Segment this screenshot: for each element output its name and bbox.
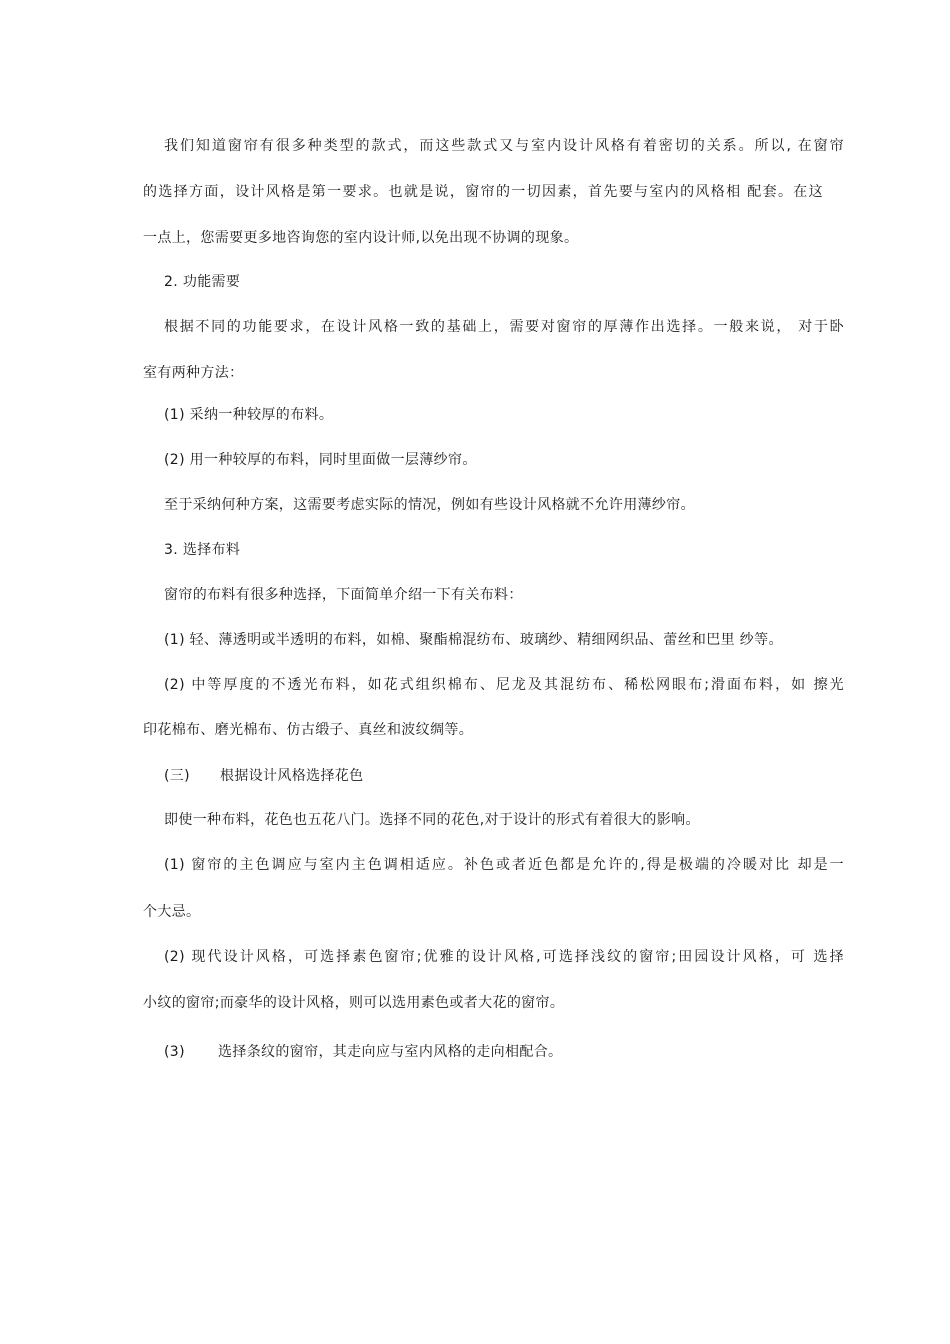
color-item-1-line-1: (1) 窗帘的主色调应与室内主色调相适应。补色或者近色都是允许的,得是极端的冷暖对比 却是一 (164, 857, 844, 873)
section-number-3: (三) (164, 768, 190, 784)
list-item-2: (2) 用一种较厚的布料，同时里面做一层薄纱帘。 (164, 452, 477, 468)
color-item-2-line-2: 小纹的窗帘;而豪华的设计风格，则可以选用素色或者大花的窗帘。 (143, 995, 565, 1011)
paragraph-5: 即使一种布料，花色也五花八门。选择不同的花色,对于设计的形式有着很大的影响。 (164, 812, 700, 828)
section-heading-3: 3. 选择布料 (164, 542, 241, 558)
color-item-3-text: 选择条纹的窗帘，其走向应与室内风格的走向相配合。 (218, 1044, 563, 1060)
paragraph-3: 至于采纳何种方案，这需要考虑实际的情况，例如有些设计风格就不允许用薄纱帘。 (164, 497, 695, 513)
paragraph-2-line-2: 室有两种方法： (143, 365, 244, 381)
fabric-item-1: (1) 轻、薄透明或半透明的布料，如棉、聚酯棉混纺布、玻璃纱、精细网织品、蕾丝和巴里 纱等。 (164, 632, 783, 648)
paragraph-4: 窗帘的布料有很多种选择，下面简单介绍一下有关布料： (164, 587, 523, 603)
fabric-item-2-line-1: (2) 中等厚度的不透光布料，如花式组织棉布、尼龙及其混纺布、稀松网眼布;滑面布料，如 擦光 (164, 677, 844, 693)
list-item-1: (1) 采纳一种较厚的布料。 (164, 407, 334, 423)
section-heading-color: 根据设计风格选择花色 (220, 768, 364, 784)
fabric-item-2-line-2: 印花棉布、磨光棉布、仿古缎子、真丝和波纹绸等。 (143, 722, 474, 738)
section-heading-2: 2. 功能需要 (164, 274, 241, 290)
paragraph-1-line-3: 一点上，您需要更多地咨询您的室内设计师,以免出现不协调的现象。 (143, 230, 579, 246)
color-item-3-number: (3) (164, 1044, 185, 1060)
color-item-2-line-1: (2) 现代设计风格，可选择素色窗帘;优雅的设计风格,可选择浅纹的窗帘;田园设计风格，可 选择 (164, 949, 844, 965)
paragraph-1-line-1: 我们知道窗帘有很多种类型的款式，而这些款式又与室内设计风格有着密切的关系。所以, 在窗帘 (164, 138, 844, 154)
paragraph-2-line-1: 根据不同的功能要求，在设计风格一致的基础上，需要对窗帘的厚薄作出选择。一般来说， 对于卧 (164, 319, 844, 335)
color-item-1-line-2: 个大忌。 (143, 904, 201, 920)
paragraph-1-line-2: 的选择方面，设计风格是第一要求。也就是说，窗帘的一切因素，首先要与室内的风格相 配套。在这 (143, 184, 823, 200)
